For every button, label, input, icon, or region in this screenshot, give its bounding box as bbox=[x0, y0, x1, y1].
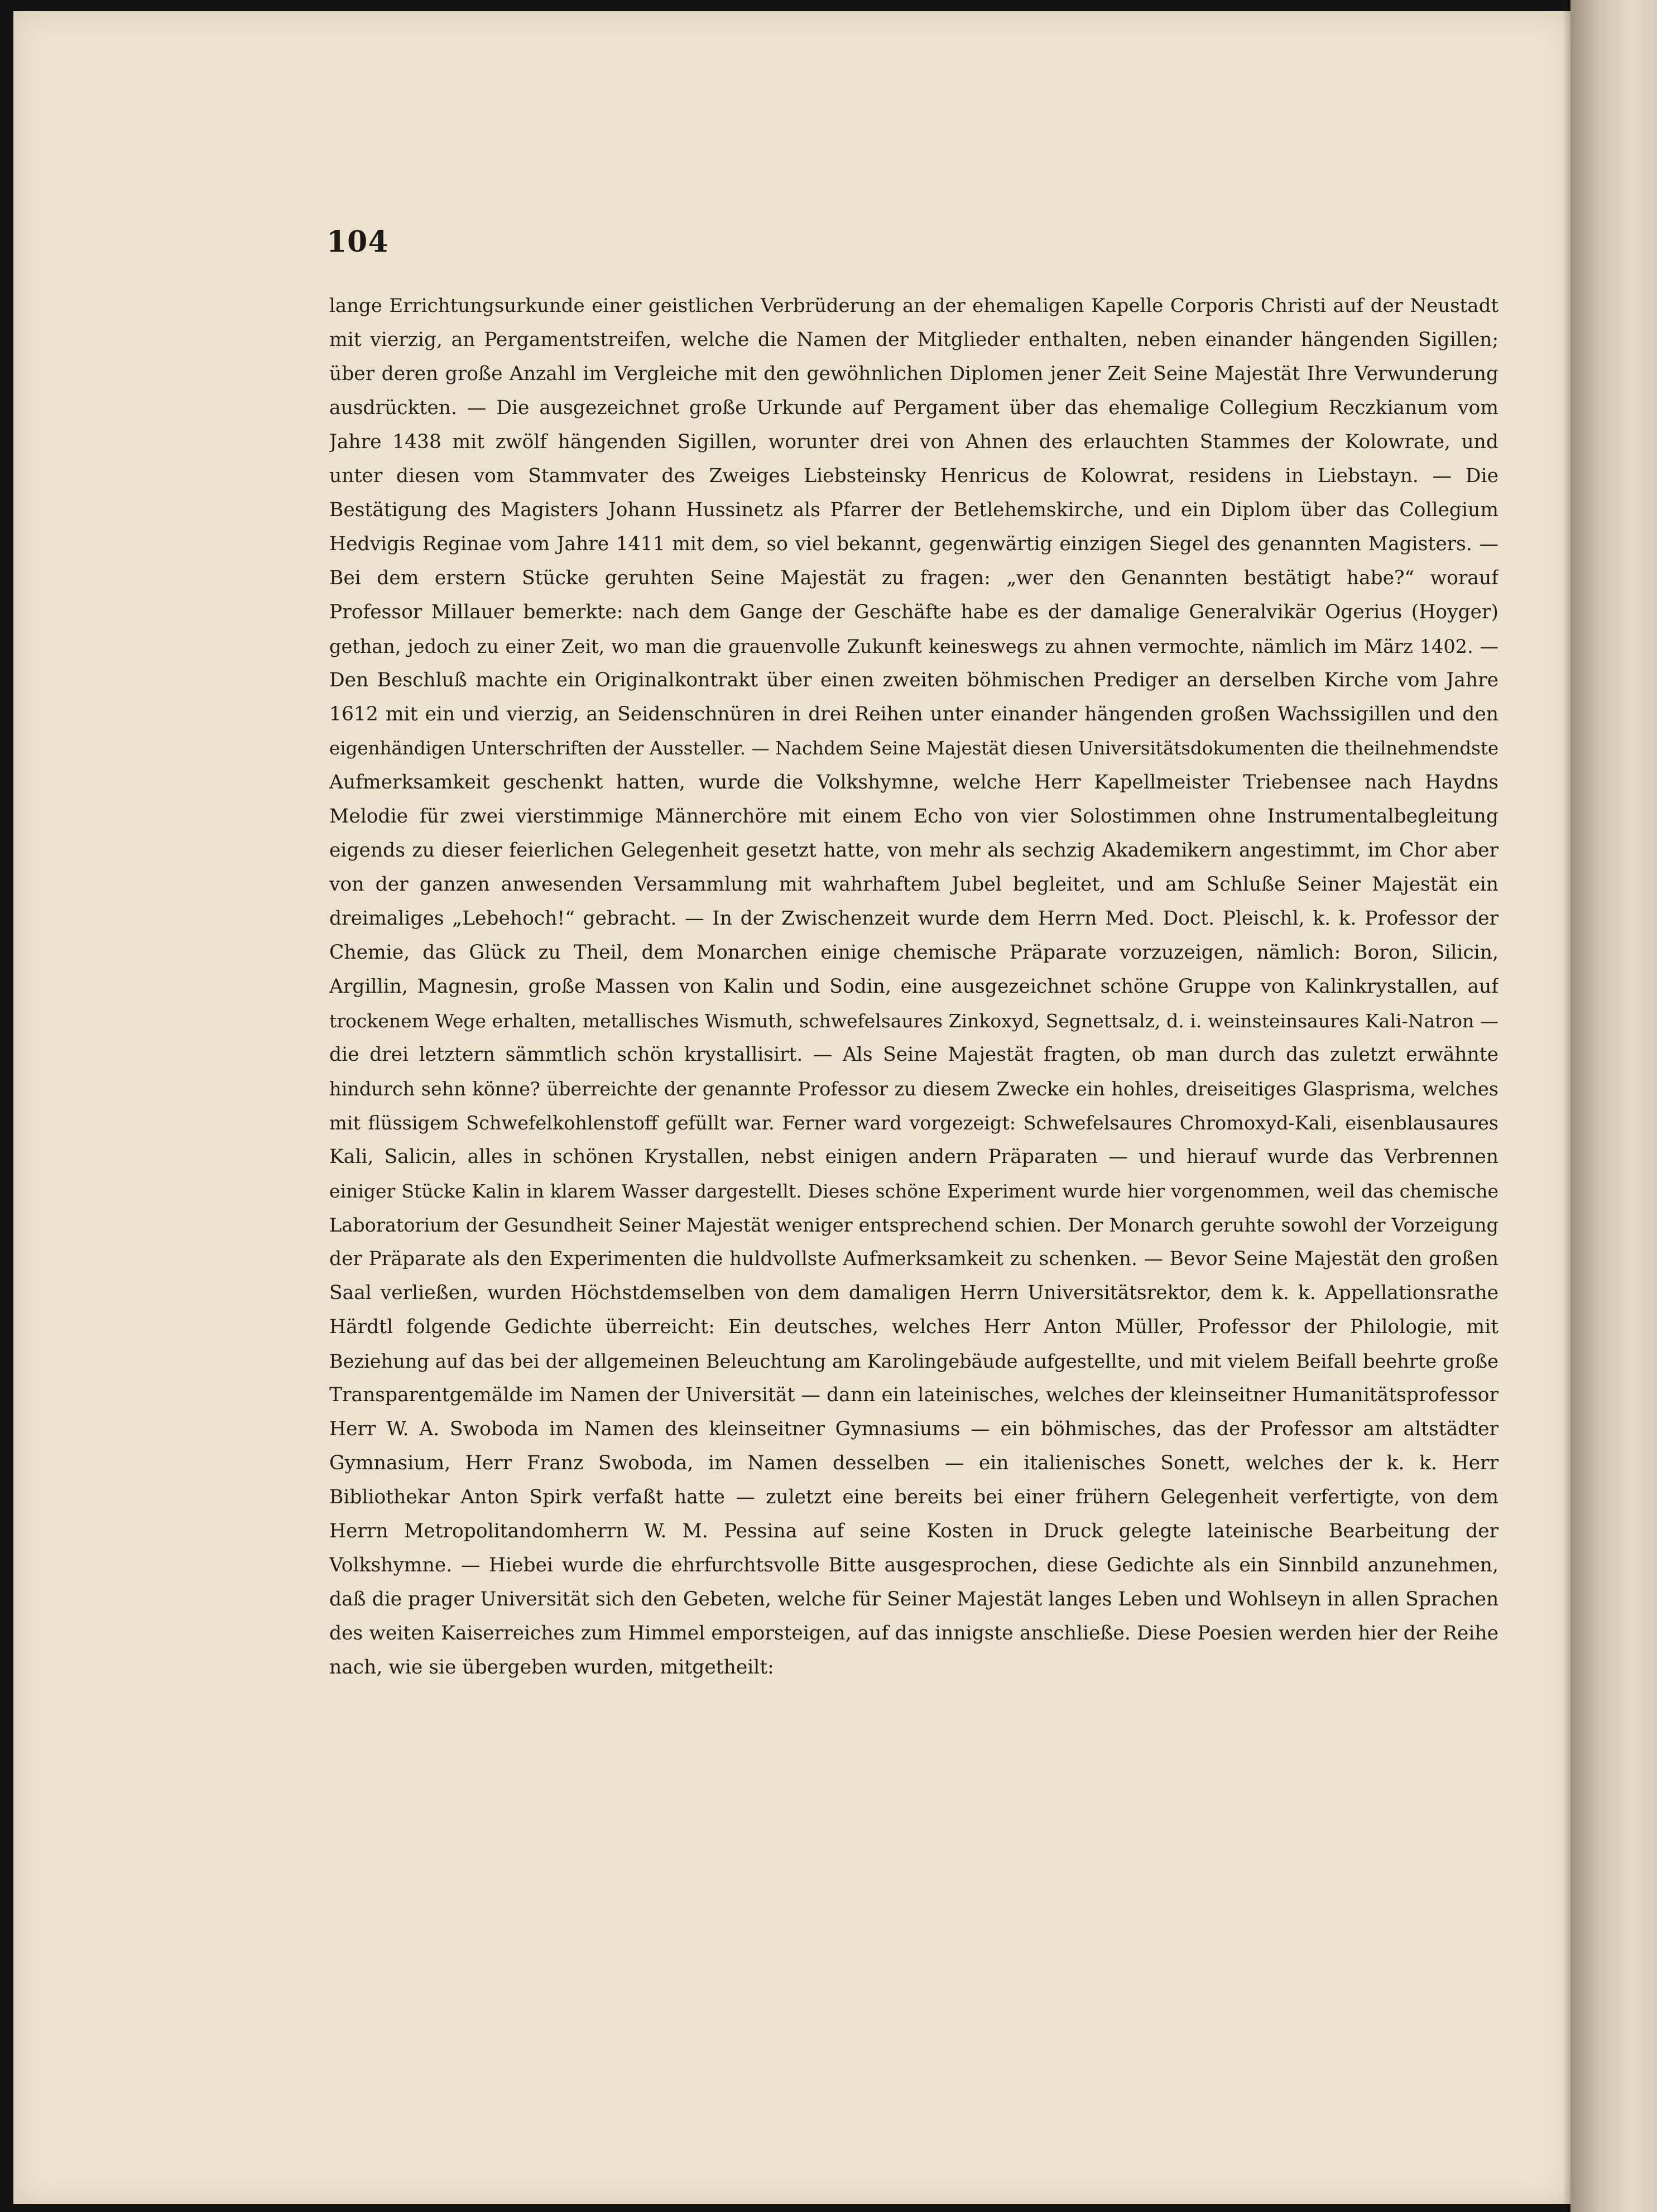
adjacent-page-edge bbox=[1570, 0, 1657, 2212]
text-line: Den Beschluß machte ein Originalkontrakt über einen zweiten böhmischen Prediger an derselben Kirche vom Jahre bbox=[329, 669, 1498, 691]
text-line: unter diesen vom Stammvater des Zweiges Liebsteinsky Henricus de Kolowrat, residens in Liebstayn. — Die bbox=[329, 465, 1498, 487]
text-line: trockenem Wege erhalten, metallisches Wismuth, schwefelsaures Zinkoxyd, Segnettsalz, d. i. weinsteinsaures Kali-Natron — bbox=[329, 1010, 1498, 1032]
text-line: Gymnasium, Herr Franz Swoboda, im Namen desselben — ein italienisches Sonett, welches der k. k. Herr bbox=[329, 1452, 1498, 1474]
body-text bbox=[329, 289, 1498, 1685]
text-line: Hedvigis Reginae vom Jahre 1411 mit dem, so viel bekannt, gegenwärtig einzigen Siegel des genannten Magisters. — bbox=[329, 533, 1498, 555]
text-line: Bestätigung des Magisters Johann Hussinetz als Pfarrer der Betlehemskirche, und ein Diplom über das Collegium bbox=[329, 499, 1498, 521]
text-line: Argillin, Magnesin, große Massen von Kalin und Sodin, eine ausgezeichnet schöne Gruppe von Kalinkrystallen, auf bbox=[329, 975, 1498, 998]
text-line: Aufmerksamkeit geschenkt hatten, wurde die Volkshymne, welche Herr Kapellmeister Triebensee nach Haydns bbox=[329, 771, 1498, 794]
text-line: die drei letztern sämmtlich schön krystallisirt. — Als Seine Majestät fragten, ob man durch das zuletzt erwähnte bbox=[329, 1044, 1498, 1066]
text-line: hindurch sehn könne? überreichte der genannte Professor zu diesem Zwecke ein hohles, dreiseitiges Glasprisma, welches bbox=[329, 1078, 1498, 1100]
text-line: mit flüssigem Schwefelkohlenstoff gefüllt war. Ferner ward vorgezeigt: Schwefelsaures Chromoxyd-Kali, eisenblausaures bbox=[329, 1112, 1498, 1134]
text-line: Beziehung auf das bei der allgemeinen Beleuchtung am Karolingebäude aufgestellte, und mit vielem Beifall beehrte große bbox=[329, 1350, 1498, 1372]
text-line: gethan, jedoch zu einer Zeit, wo man die grauenvolle Zukunft keineswegs zu ahnen vermochte, nämlich im März 1402. — bbox=[329, 636, 1498, 657]
page-number: 104 bbox=[326, 225, 389, 259]
text-line: Saal verließen, wurden Höchstdemselben von dem damaligen Herrn Universitätsrektor, dem k. k. Appellationsrathe bbox=[329, 1282, 1498, 1304]
text-line: des weiten Kaiserreiches zum Himmel emporsteigen, auf das innigste anschließe. Diese Poesien werden hier der Reihe bbox=[329, 1622, 1498, 1644]
text-line: Bibliothekar Anton Spirk verfaßt hatte — zuletzt eine bereits bei einer frühern Gelegenheit verfertigte, von dem bbox=[329, 1486, 1498, 1508]
text-line: lange Errichtungsurkunde einer geistlichen Verbrüderung an der ehemaligen Kapelle Corporis Christi auf der Neustadt bbox=[329, 295, 1498, 317]
text-line: Laboratorium der Gesundheit Seiner Majestät weniger entsprechend schien. Der Monarch geruhte sowohl der Vorzeigung bbox=[329, 1214, 1498, 1236]
text-line: Bei dem erstern Stücke geruhten Seine Majestät zu fragen: „wer den Genannten bestätigt habe?“ worauf bbox=[329, 567, 1498, 589]
text-line: dreimaliges „Lebehoch!“ gebracht. — In der Zwischenzeit wurde dem Herrn Med. Doct. Pleischl, k. k. Professor der bbox=[329, 907, 1498, 930]
text-line: Härdtl folgende Gedichte überreicht: Ein deutsches, welches Herr Anton Müller, Professor der Philologie, mit bbox=[329, 1316, 1498, 1338]
text-line: Herrn Metropolitandomherrn W. M. Pessina auf seine Kosten in Druck gelegte lateinische Bearbeitung der bbox=[329, 1520, 1498, 1542]
text-line: eigends zu dieser feierlichen Gelegenheit gesetzt hatte, von mehr als sechzig Akademikern angestimmt, im Chor aber bbox=[329, 839, 1498, 862]
text-line: Volkshymne. — Hiebei wurde die ehrfurchtsvolle Bitte ausgesprochen, diese Gedichte als ein Sinnbild anzunehmen, bbox=[329, 1554, 1498, 1576]
text-line: Herr W. A. Swoboda im Namen des kleinseitner Gymnasiums — ein böhmisches, das der Professor am altstädter bbox=[329, 1418, 1498, 1440]
text-line: Jahre 1438 mit zwölf hängenden Sigillen, worunter drei von Ahnen des erlauchten Stammes der Kolowrate, und bbox=[329, 431, 1498, 453]
text-line: ausdrückten. — Die ausgezeichnet große Urkunde auf Pergament über das ehemalige Collegium Reczkianum vom bbox=[329, 397, 1498, 419]
text-line: 1612 mit ein und vierzig, an Seidenschnüren in drei Reihen unter einander hängenden großen Wachssigillen und den bbox=[329, 703, 1498, 725]
text-line: mit vierzig, an Pergamentstreifen, welche die Namen der Mitglieder enthalten, neben einander hängenden Sigillen; bbox=[329, 329, 1498, 351]
text-line: von der ganzen anwesenden Versammlung mit wahrhaftem Jubel begleitet, und am Schluße Seiner Majestät ein bbox=[329, 873, 1498, 896]
text-line: einiger Stücke Kalin in klarem Wasser dargestellt. Dieses schöne Experiment wurde hier vorgenommen, weil das chemische bbox=[329, 1180, 1498, 1202]
text-line: nach, wie sie übergeben wurden, mitgetheilt: bbox=[329, 1656, 774, 1679]
text-line: Transparentgemälde im Namen der Universität — dann ein lateinisches, welches der kleinseitner Humanitätsprofessor bbox=[329, 1384, 1498, 1406]
text-line: Kali, Salicin, alles in schönen Krystallen, nebst einigen andern Präparaten — und hierauf wurde das Verbrennen bbox=[329, 1146, 1498, 1168]
text-line: der Präparate als den Experimenten die huldvollste Aufmerksamkeit zu schenken. — Bevor Seine Majestät den großen bbox=[329, 1248, 1498, 1270]
text-line: eigenhändigen Unterschriften der Aussteller. — Nachdem Seine Majestät diesen Universitätsdokumenten die theilnehmendste bbox=[329, 738, 1498, 759]
text-line: Chemie, das Glück zu Theil, dem Monarchen einige chemische Präparate vorzuzeigen, nämlich: Boron, Silicin, bbox=[329, 941, 1498, 964]
text-line: über deren große Anzahl im Vergleiche mit den gewöhnlichen Diplomen jener Zeit Seine Majestät Ihre Verwunderung bbox=[329, 363, 1498, 385]
text-line: Professor Millauer bemerkte: nach dem Gange der Geschäfte habe es der damalige Generalvikär Ogerius (Hoyger) bbox=[329, 601, 1498, 623]
text-line: daß die prager Universität sich den Gebeten, welche für Seiner Majestät langes Leben und Wohlseyn in allen Sprachen bbox=[329, 1588, 1498, 1610]
text-line: Melodie für zwei vierstimmige Männerchöre mit einem Echo von vier Solostimmen ohne Instrumentalbegleitung bbox=[329, 805, 1498, 828]
